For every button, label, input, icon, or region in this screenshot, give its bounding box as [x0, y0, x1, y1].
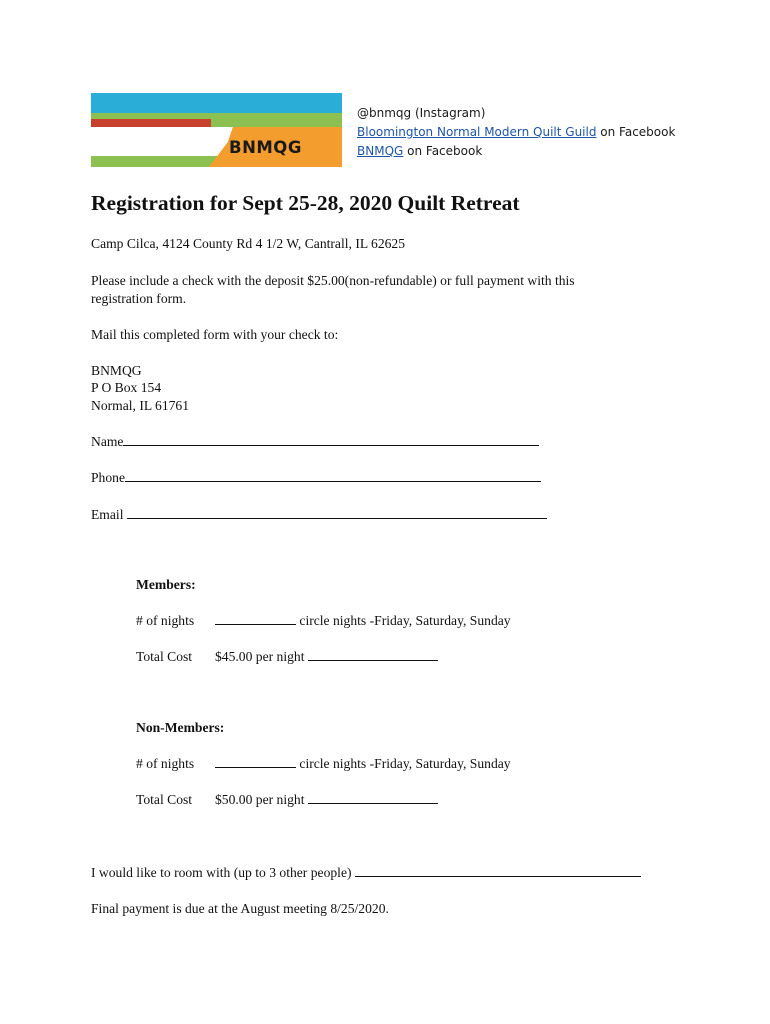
non-members-nights-field[interactable]	[215, 755, 296, 768]
non-members-rate: $50.00 per night	[215, 792, 308, 807]
email-row	[91, 506, 547, 523]
logo-white-block	[91, 127, 233, 156]
non-members-total-row	[215, 791, 438, 808]
non-members-heading: Non-Members:	[136, 720, 225, 735]
address-line2: P O Box 154	[91, 380, 162, 395]
address-line1: BNMQG	[91, 363, 142, 378]
facebook-page-suffix: on Facebook	[403, 144, 483, 158]
non-members-total-field[interactable]	[308, 791, 438, 804]
mail-instruction: Mail this completed form with your check to:	[91, 327, 339, 342]
phone-row	[91, 469, 541, 486]
email-field[interactable]	[127, 506, 547, 519]
non-members-nights-text: circle nights -Friday, Saturday, Sunday	[299, 756, 511, 771]
non-members-nights-row	[215, 755, 511, 772]
facebook-page-line	[357, 142, 675, 161]
logo-text: BNMQG	[229, 138, 302, 157]
members-total-field[interactable]	[308, 648, 438, 661]
email-label: Email	[91, 507, 127, 522]
facebook-group-line	[357, 123, 675, 142]
members-rate: $45.00 per night	[215, 649, 308, 664]
page-title: Registration for Sept 25-28, 2020 Quilt Retreat	[91, 191, 520, 215]
address-line3: Normal, IL 61761	[91, 398, 190, 413]
final-payment-text: Final payment is due at the August meeting 8/25/2020.	[91, 901, 389, 916]
members-total-label: Total Cost	[136, 649, 193, 664]
room-with-row	[91, 864, 641, 881]
room-with-label: I would like to room with (up to 3 other people)	[91, 865, 355, 880]
bnmqg-logo	[91, 93, 342, 167]
facebook-group-link[interactable]: Bloomington Normal Modern Quilt Guild	[357, 125, 597, 139]
members-nights-row	[215, 612, 511, 629]
facebook-page-link[interactable]: BNMQG	[357, 144, 404, 158]
deposit-text-line1: Please include a check with the deposit $25.00(non-refundable) or full payment with this	[91, 273, 575, 288]
members-total-row	[215, 648, 438, 665]
name-row	[91, 433, 539, 450]
instagram-handle: @bnmqg (Instagram)	[357, 106, 486, 120]
room-with-field[interactable]	[355, 864, 641, 877]
members-nights-label: # of nights	[136, 613, 195, 628]
non-members-nights-label: # of nights	[136, 756, 195, 771]
members-nights-text: circle nights -Friday, Saturday, Sunday	[299, 613, 511, 628]
deposit-text-line2: registration form.	[91, 291, 187, 306]
members-heading: Members:	[136, 577, 196, 592]
name-field[interactable]	[123, 433, 539, 446]
members-nights-field[interactable]	[215, 612, 296, 625]
phone-field[interactable]	[125, 469, 541, 482]
facebook-group-suffix: on Facebook	[596, 125, 676, 139]
phone-label: Phone	[91, 470, 125, 485]
location-text: Camp Cilca, 4124 County Rd 4 1/2 W, Cantrall, IL 62625	[91, 236, 406, 251]
non-members-total-label: Total Cost	[136, 792, 193, 807]
logo-red-bar	[91, 119, 211, 127]
name-label: Name	[91, 434, 124, 449]
social-links	[357, 104, 675, 161]
